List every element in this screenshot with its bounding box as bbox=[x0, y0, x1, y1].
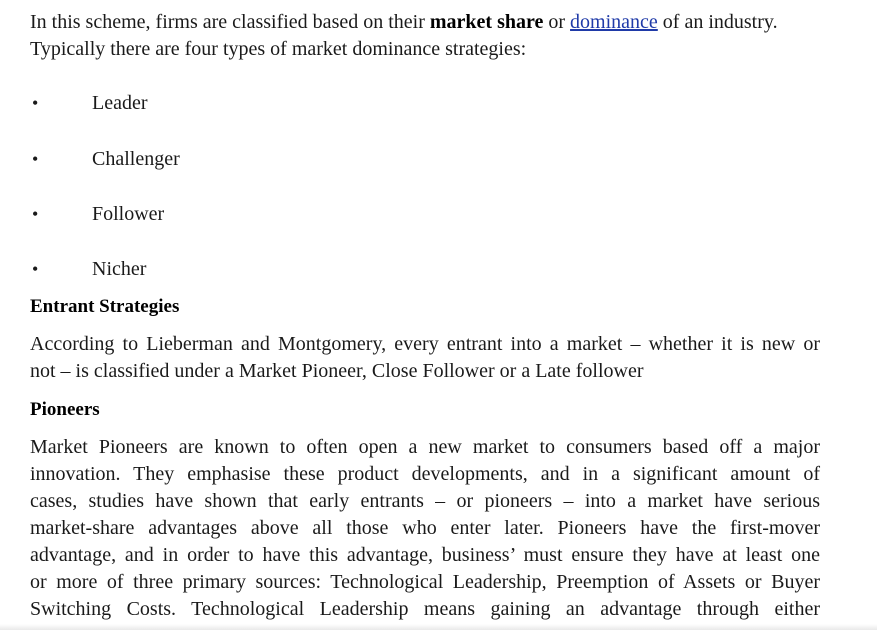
page-bottom-edge bbox=[0, 624, 877, 630]
pioneers-line: or more of three primary sources: Technological Leadership, Preemption of Assets or Buyer bbox=[30, 571, 820, 593]
list-item-label: Follower bbox=[92, 203, 165, 225]
intro-line-1 bbox=[30, 9, 820, 36]
pioneers-line: innovation. They emphasise these product developments, and in a significant amount of bbox=[30, 463, 820, 485]
entrant-line: According to Lieberman and Montgomery, every entrant into a market – whether it is new or bbox=[30, 333, 820, 355]
pioneers-heading: Pioneers bbox=[30, 399, 100, 420]
entrant-strategies-heading: Entrant Strategies bbox=[30, 296, 180, 317]
intro-text-3: of an industry. bbox=[657, 11, 778, 33]
bullet-icon: • bbox=[32, 93, 39, 113]
pioneers-paragraph bbox=[30, 434, 820, 623]
list-item-label: Leader bbox=[92, 92, 148, 114]
bullet-icon: • bbox=[32, 204, 39, 224]
intro-text-2: or bbox=[543, 11, 571, 33]
list-item-label: Challenger bbox=[92, 148, 180, 170]
intro-paragraph bbox=[30, 9, 820, 63]
dominance-link[interactable]: dominance bbox=[570, 11, 658, 33]
intro-line-2: Typically there are four types of market dominance strategies: bbox=[30, 38, 527, 60]
pioneers-line: Market Pioneers are known to often open a new market to consumers based off a major bbox=[30, 436, 820, 458]
pioneers-line: Switching Costs. Technological Leadership means gaining an advantage through either bbox=[30, 598, 820, 620]
entrant-line: not – is classified under a Market Pioneer, Close Follower or a Late follower bbox=[30, 360, 644, 382]
list-item-label: Nicher bbox=[92, 258, 147, 280]
intro-text-1: In this scheme, firms are classified based on their bbox=[30, 11, 430, 33]
market-share-term: market share bbox=[429, 11, 544, 33]
pioneers-line: market-share advantages above all those who enter later. Pioneers have the first-mover bbox=[30, 517, 820, 539]
pioneers-line: cases, studies have shown that early entrants – or pioneers – into a market have serious bbox=[30, 490, 820, 512]
pioneers-line: advantage, and in order to have this advantage, business’ must ensure they have at least one bbox=[30, 544, 820, 566]
bullet-icon: • bbox=[32, 149, 39, 169]
bullet-icon: • bbox=[32, 259, 39, 279]
entrant-paragraph bbox=[30, 331, 820, 385]
